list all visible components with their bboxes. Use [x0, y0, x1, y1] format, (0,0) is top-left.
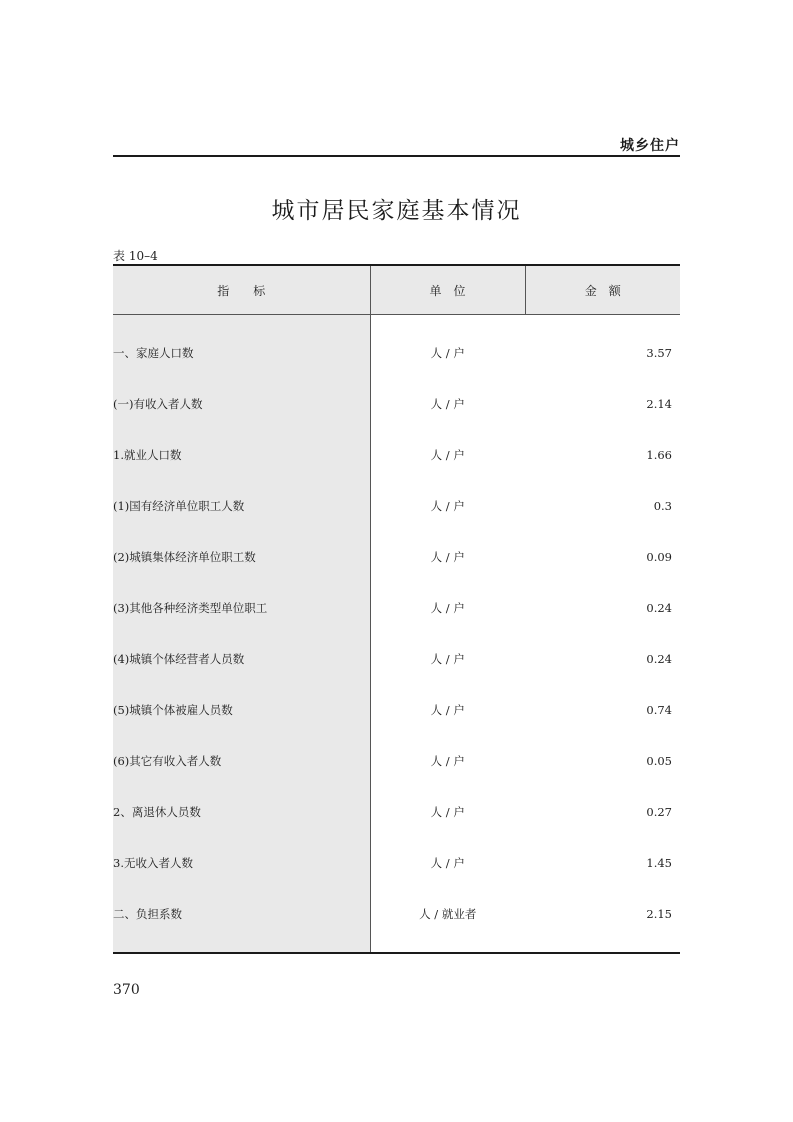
- column-header-unit: 单 位: [370, 265, 525, 315]
- table-header-row: [113, 265, 680, 315]
- unit-cell: 人 / 户: [370, 430, 525, 481]
- table-row: [113, 787, 680, 838]
- amount-cell: 1.45: [646, 856, 672, 870]
- table-row: [113, 532, 680, 583]
- table-number: 表 10–4: [113, 249, 158, 263]
- unit-cell: 人 / 户: [370, 481, 525, 532]
- unit-cell: 人 / 户: [370, 634, 525, 685]
- unit-cell: 人 / 户: [370, 736, 525, 787]
- indicator-cell: (4)城镇个体经营者人员数: [113, 634, 370, 685]
- table-row: [113, 583, 680, 634]
- indicator-cell: 1.就业人口数: [113, 430, 370, 481]
- unit-cell: 人 / 就业者: [370, 889, 525, 953]
- unit-cell: 人 / 户: [370, 583, 525, 634]
- indicator-cell: (2)城镇集体经济单位职工数: [113, 532, 370, 583]
- amount-cell: 0.24: [646, 601, 672, 615]
- amount-cell: 0.74: [646, 703, 672, 717]
- indicator-cell: (3)其他各种经济类型单位职工: [113, 583, 370, 634]
- amount-cell: 0.24: [646, 652, 672, 666]
- page-title: 城市居民家庭基本情况: [271, 198, 522, 224]
- amount-cell: 1.66: [646, 448, 672, 462]
- table-row: [113, 481, 680, 532]
- section-label: 城乡住户: [620, 138, 680, 154]
- amount-cell: 0.27: [646, 805, 672, 819]
- indicator-cell: (一)有收入者人数: [113, 379, 370, 430]
- table-row: [113, 685, 680, 736]
- table-row: [113, 430, 680, 481]
- amount-cell: 0.3: [653, 499, 672, 513]
- indicator-cell: (1)国有经济单位职工人数: [113, 481, 370, 532]
- indicator-cell: (6)其它有收入者人数: [113, 736, 370, 787]
- indicator-cell: 二、负担系数: [113, 889, 370, 953]
- amount-cell: 2.15: [525, 889, 680, 953]
- table-row: [113, 889, 680, 953]
- section-divider: [113, 155, 680, 157]
- unit-cell: 人 / 户: [370, 532, 525, 583]
- page-number: 370: [113, 982, 140, 998]
- table-row: [113, 838, 680, 889]
- amount-cell: 0.09: [646, 550, 672, 564]
- indicator-cell: (5)城镇个体被雇人员数: [113, 685, 370, 736]
- table-row: [113, 634, 680, 685]
- column-header-indicator: 指 标: [113, 265, 370, 315]
- table-row: [113, 736, 680, 787]
- amount-cell: 0.05: [646, 754, 672, 768]
- unit-cell: 人 / 户: [370, 685, 525, 736]
- table-row: [113, 379, 680, 430]
- unit-cell: 人 / 户: [370, 315, 525, 379]
- amount-cell: 2.14: [646, 397, 672, 411]
- table-row: [113, 315, 680, 379]
- indicator-cell: 一、家庭人口数: [113, 315, 370, 379]
- unit-cell: 人 / 户: [370, 787, 525, 838]
- indicator-cell: 3.无收入者人数: [113, 838, 370, 889]
- column-header-amount: 金 额: [525, 265, 680, 315]
- unit-cell: 人 / 户: [370, 379, 525, 430]
- amount-cell: 3.57: [646, 346, 672, 361]
- statistics-table: [113, 264, 680, 954]
- indicator-cell: 2、离退休人员数: [113, 787, 370, 838]
- unit-cell: 人 / 户: [370, 838, 525, 889]
